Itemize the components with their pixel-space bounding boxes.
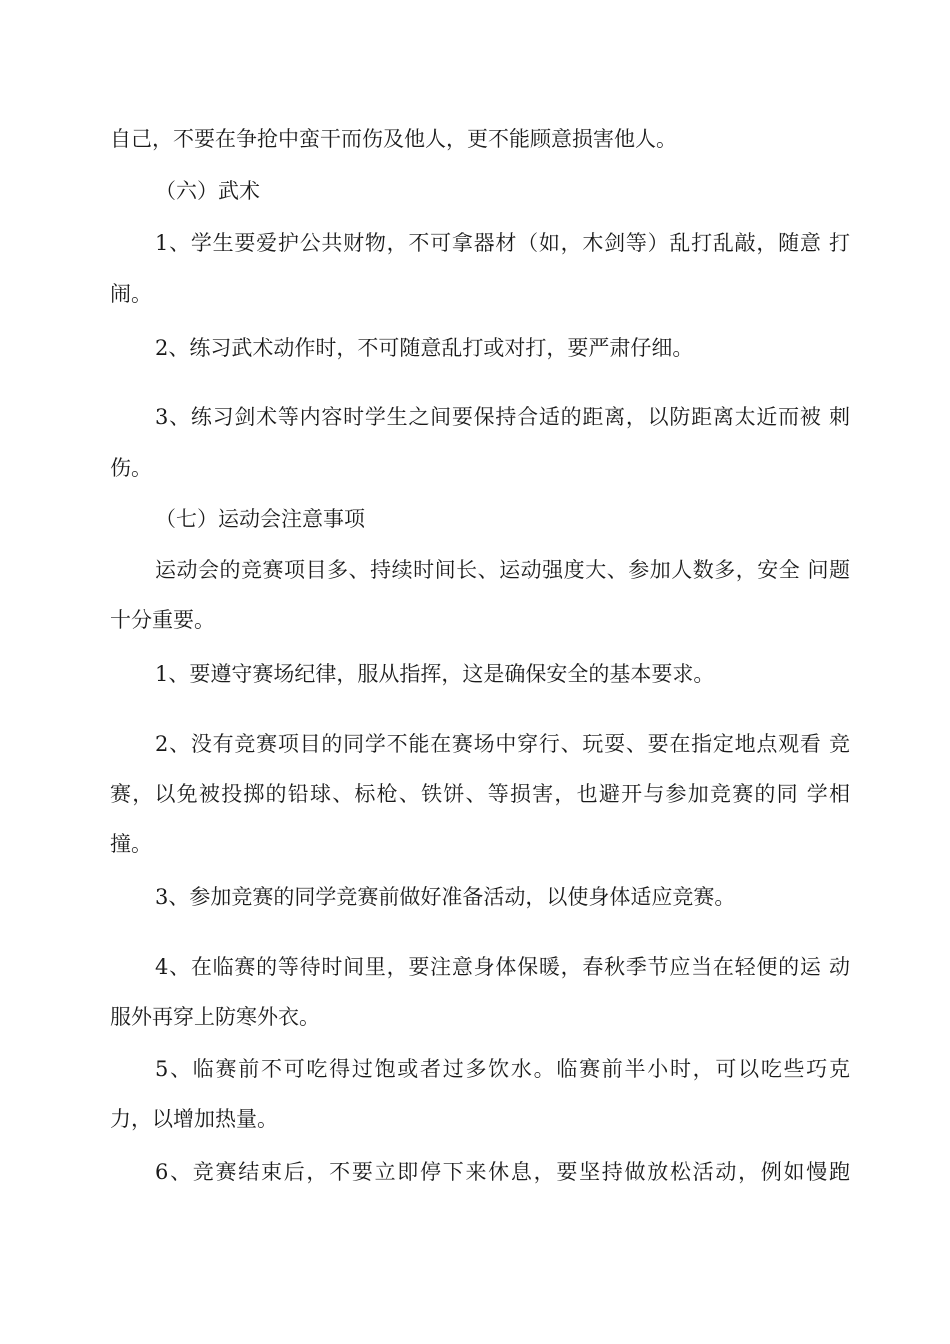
paragraph-line: 赛，以免被投掷的铅球、标枪、铁饼、等损害，也避开与参加竞赛的同 学相: [110, 782, 850, 806]
paragraph-line: 3、练习剑术等内容时学生之间要保持合适的距离，以防距离太近而被 刺: [155, 405, 850, 429]
paragraph-line: 自己，不要在争抢中蛮干而伤及他人，更不能顾意损害他人。: [110, 127, 677, 151]
paragraph-line: 力，以增加热量。: [110, 1107, 278, 1131]
paragraph-line: 十分重要。: [110, 608, 215, 632]
paragraph-line: 6、竞赛结束后，不要立即停下来休息，要坚持做放松活动，例如慢跑: [155, 1160, 850, 1184]
paragraph-line: 2、练习武术动作时，不可随意乱打或对打，要严肃仔细。: [155, 336, 694, 360]
paragraph-line: 5、临赛前不可吃得过饱或者过多饮水。临赛前半小时，可以吃些巧克: [155, 1057, 850, 1081]
paragraph-line: 1、学生要爱护公共财物，不可拿器材（如，木剑等）乱打乱敲，随意 打: [155, 231, 850, 255]
paragraph-line: 服外再穿上防寒外衣。: [110, 1005, 320, 1029]
paragraph-line: 3、参加竞赛的同学竞赛前做好准备活动，以使身体适应竞赛。: [155, 885, 736, 909]
paragraph-line: 4、在临赛的等待时间里，要注意身体保暖，春秋季节应当在轻便的运 动: [155, 955, 850, 979]
paragraph-line: 2、没有竞赛项目的同学不能在赛场中穿行、玩耍、要在指定地点观看 竞: [155, 732, 850, 756]
paragraph-line: 撞。: [110, 832, 152, 856]
paragraph-line: 伤。: [110, 456, 152, 480]
paragraph-line: 运动会的竞赛项目多、持续时间长、运动强度大、参加人数多，安全 问题: [155, 558, 850, 582]
section-heading-wushu: （六）武术: [155, 179, 260, 203]
paragraph-line: 1、要遵守赛场纪律，服从指挥，这是确保安全的基本要求。: [155, 662, 715, 686]
paragraph-line: 闹。: [110, 282, 152, 306]
section-heading-sports-meet: （七）运动会注意事项: [155, 507, 365, 531]
